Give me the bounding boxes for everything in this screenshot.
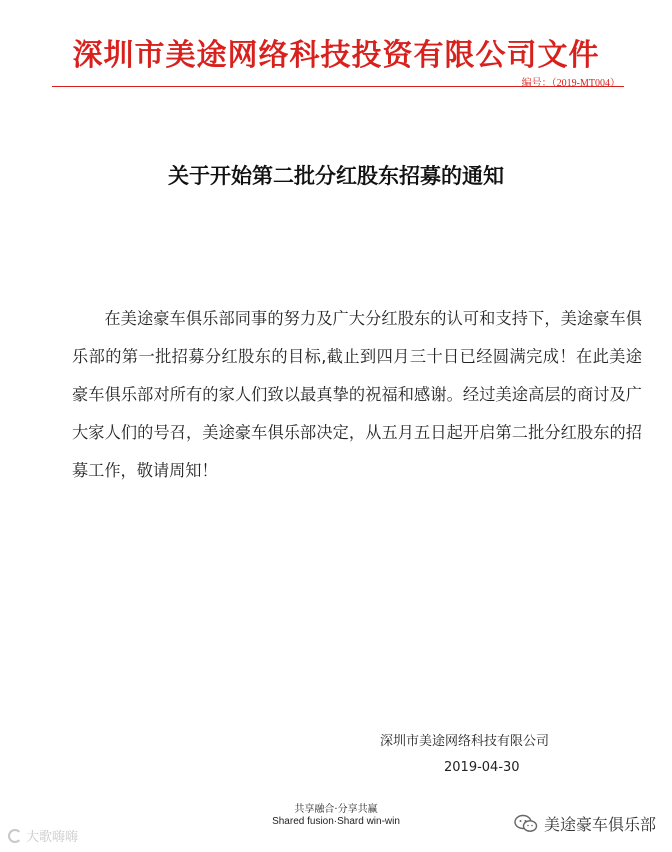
slogan-english: Shared fusion·Shard win-win — [272, 816, 400, 827]
swirl-icon — [8, 829, 22, 843]
wechat-icon — [514, 814, 538, 834]
signature-date: 2019-04-30 — [444, 760, 520, 775]
watermark-right-text: 美途豪车俱乐部 — [543, 815, 656, 834]
signature-company: 深圳市美途网络科技有限公司 — [380, 734, 550, 749]
watermark-left — [8, 826, 78, 845]
slogan-chinese: 共享融合·分享共赢 — [294, 804, 378, 815]
watermark-left-text: 大歌嗨嗨 — [26, 830, 79, 845]
company-file-title: 深圳市美途网络科技投资有限公司文件 — [72, 38, 600, 73]
notice-title: 关于开始第二批分红股东招募的通知 — [168, 164, 504, 188]
header-divider — [52, 86, 624, 87]
watermark-right — [514, 812, 656, 835]
document-number: 编号：（2019-MT004） — [521, 78, 620, 89]
notice-body: 在美途豪车俱乐部同事的努力及广大分红股东的认可和支持下，美途豪车俱乐部的第一批招募分红股东的目标,截止到四月三十日已经圆满完成！在此美途豪车俱乐部对所有的家人们致以最真挚的祝福和感谢。经过美途高层的商讨及广大家人们的号召，美途豪车俱乐部决定，从五月五日起开启第二批分红股东的招募工作，敬请周知！ — [72, 309, 642, 480]
